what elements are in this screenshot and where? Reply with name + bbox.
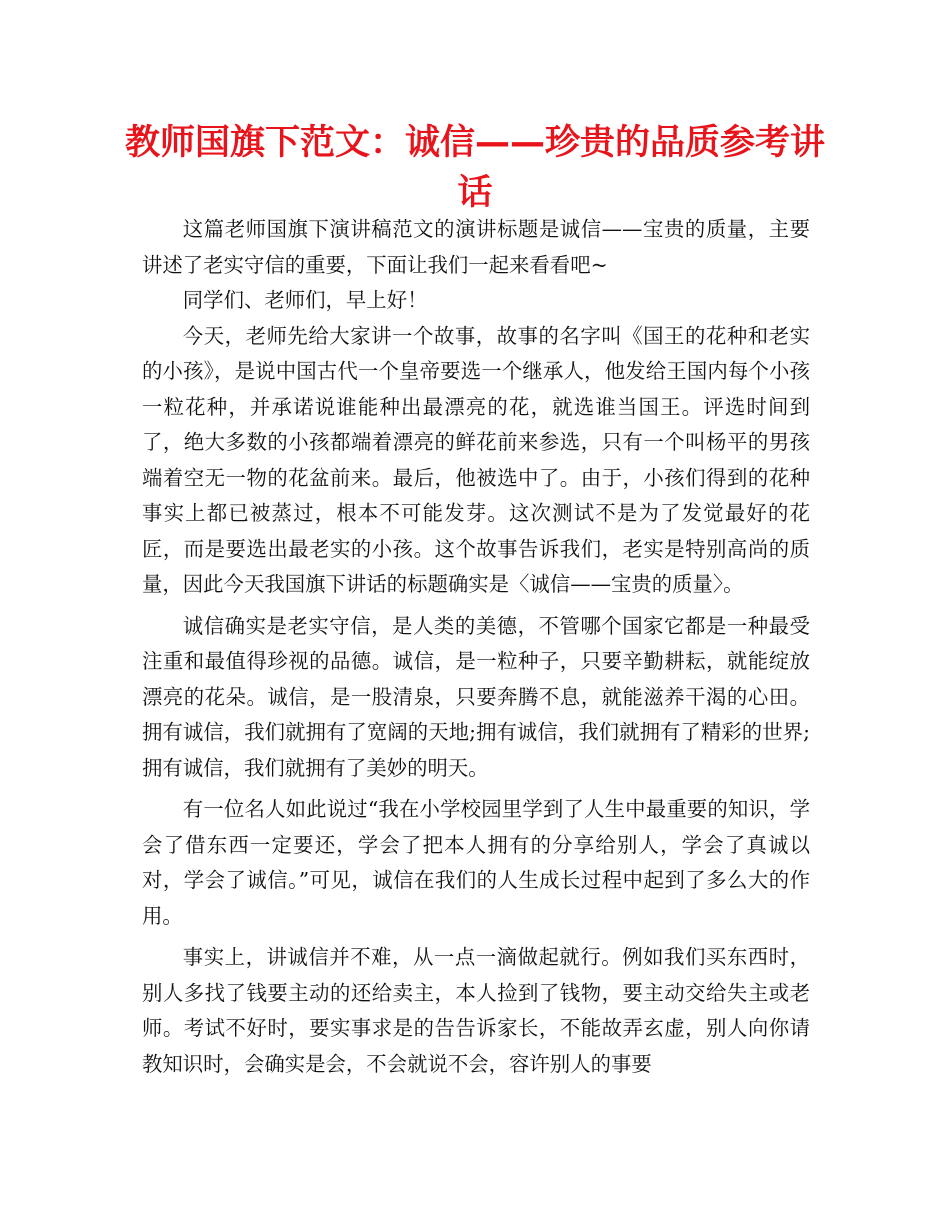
paragraph-intro: 这篇老师国旗下演讲稿范文的演讲标题是诚信——宝贵的质量，主要讲述了老实守信的重要，下面让我们一起来看看吧~ [142,217,810,277]
paragraph-practice: 事实上，讲诚信并不难，从一点一滴做起就行。例如我们买东西时，别人多找了钱要主动的还给卖主，本人捡到了钱物，要主动交给失主或老师。考试不好时，要实事求是的告告诉家长，不能故弄玄虚，别人向你请教知识时，会确实是会，不会就说不会，容许别人的事要 [142,945,810,1076]
paragraph-famous-quote: 有一位名人如此说过“我在小学校园里学到了人生中最重要的知识，学会了借东西一定要还，学会了把本人拥有的分享给别人，学会了真诚以对，学会了诚信。”可见，诚信在我们的人生成长过程中起到了多么大的作用。 [142,797,810,928]
document-title: 教师国旗下范文：诚信——珍贵的品质参考讲话 [124,123,825,213]
document-body [142,212,810,1082]
paragraph-story: 今天，老师先给大家讲一个故事，故事的名字叫《国王的花种和老实的小孩》，是说中国古代一个皇帝要选一个继承人，他发给王国内每个小孩一粒花种，并承诺说谁能种出最漂亮的花，就选谁当国王。评选时间到了，绝大多数的小孩都端着漂亮的鲜花前来参选，只有一个叫杨平的男孩端着空无一物的花盆前来。最后，他被选中了。由于，小孩们得到的花种事实上都已被蒸过，根本不可能发芽。这次测试不是为了发觉最好的花匠，而是要选出最老实的小孩。这个故事告诉我们，老实是特别高尚的质量，因此今天我国旗下讲话的标题确实是〈诚信——宝贵的质量〉。 [142,323,810,596]
paragraph-integrity-virtue: 诚信确实是老实守信，是人类的美德，不管哪个国家它都是一种最受注重和最值得珍视的品德。诚信，是一粒种子，只要辛勤耕耘，就能绽放漂亮的花朵。诚信，是一股清泉，只要奔腾不息，就能滋养干渴的心田。拥有诚信，我们就拥有了宽阔的天地;拥有诚信，我们就拥有了精彩的世界;拥有诚信，我们就拥有了美妙的明天。 [142,613,810,780]
paragraph-greeting: 同学们、老师们，早上好！ [182,288,428,312]
